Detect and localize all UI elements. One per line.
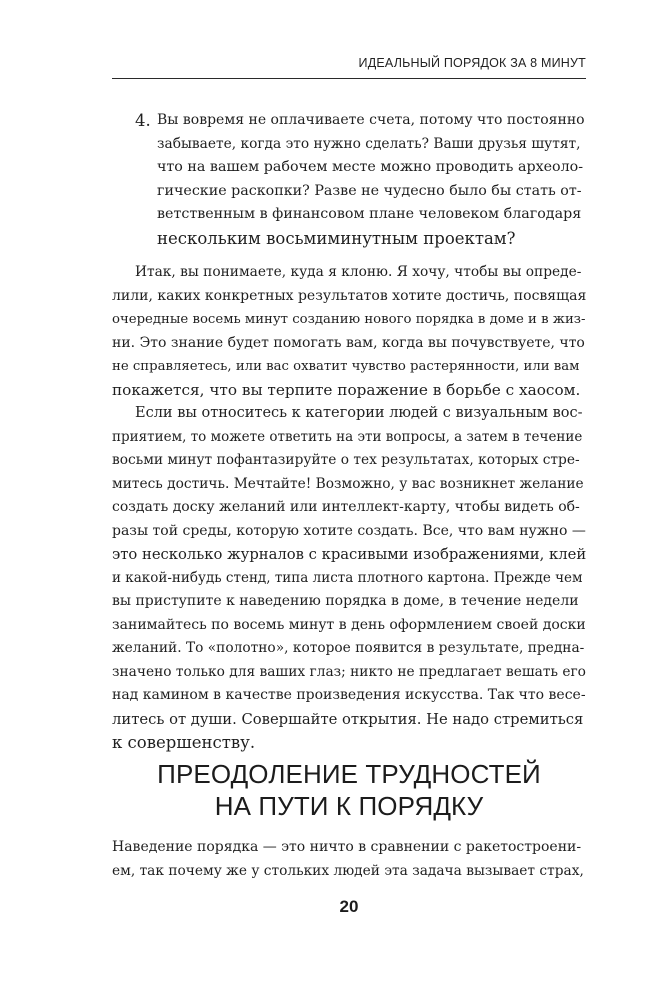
list-item-number: 4. [135,111,151,130]
paragraph-line: покажется, что вы терпите поражение в борьбе с хаосом. [112,380,581,399]
paragraph-line: не справляетесь, или вас охватит чувство растерянности, или вам [112,359,580,374]
paragraph-line: Наведение порядка — это ничто в сравнении с ракетостроени- [112,839,582,855]
running-header: ИДЕАЛЬНЫЙ ПОРЯДОК ЗА 8 МИНУТ [358,56,586,70]
paragraph-line: ни. Это знание будет помогать вам, когда вы почувствуете, что [112,334,585,351]
paragraph-line: вы приступите к наведению порядка в доме, в течение недели [112,593,579,609]
paragraph-line: восьми минут пофантазируйте о тех результатах, которых стре- [112,452,580,468]
paragraph-line: значено только для ваших глаз; никто не предлагает вешать его [112,663,586,680]
paragraph-line: к совершенству. [112,733,256,752]
list-item-line: что на вашем рабочем месте можно проводить археоло- [157,159,584,175]
paragraph-line: создать доску желаний или интеллект-карту, чтобы видеть об- [112,499,580,515]
paragraph-line: и какой-нибудь стенд, типа листа плотного картона. Прежде чем [112,569,583,586]
page-number: 20 [339,897,359,916]
paragraph-line: занимайтесь по восемь минут в день оформлением своей доски [112,616,586,633]
paragraph-line: ем, так почему же у стольких людей эта задача вызывает страх, [112,862,584,879]
list-item-line: гические раскопки? Разве не чудесно было бы стать от- [157,182,582,199]
section-heading-line: НА ПУТИ К ПОРЯДКУ [214,791,484,821]
list-item-line: ветственным в финансовом плане человеком благодаря [157,206,582,222]
list-item-line: Вы вовремя не оплачиваете счета, потому что постоянно [157,112,585,128]
paragraph-line: митесь достичь. Мечтайте! Возможно, у вас возникнет желание [112,475,584,492]
paragraph-line: литесь от души. Совершайте открытия. Не надо стремиться [112,710,584,728]
list-item-line: забываете, когда это нужно сделать? Ваши друзья шутят, [157,135,581,152]
section-heading-line: ПРЕОДОЛЕНИЕ ТРУДНОСТЕЙ [157,759,541,789]
paragraph-line: приятием, то можете ответить на эти вопросы, а затем в течение [112,428,583,445]
paragraph-line: Итак, вы понимаете, куда я клоню. Я хочу, чтобы вы опреде- [135,264,582,280]
header-rule [112,78,586,79]
paragraph-line: разы той среды, которую хотите создать. Все, что вам нужно — [112,522,586,539]
paragraph-line: Если вы относитесь к категории людей с визуальным вос- [135,405,583,421]
paragraph-line: это несколько журналов с красивыми изображениями, клей [112,546,587,563]
paragraph-line: желаний. То «полотно», которое появится в результате, предна- [112,640,585,656]
list-item-line: нескольким восьмиминутным проектам? [157,228,516,248]
paragraph-line: лили, каких конкретных результатов хотите достичь, посвящая [112,287,587,304]
paragraph-line: очередные восемь минут созданию нового порядка в доме и в жиз- [112,312,586,327]
paragraph-line: над камином в качестве произведения искусства. Так что весе- [112,687,586,703]
